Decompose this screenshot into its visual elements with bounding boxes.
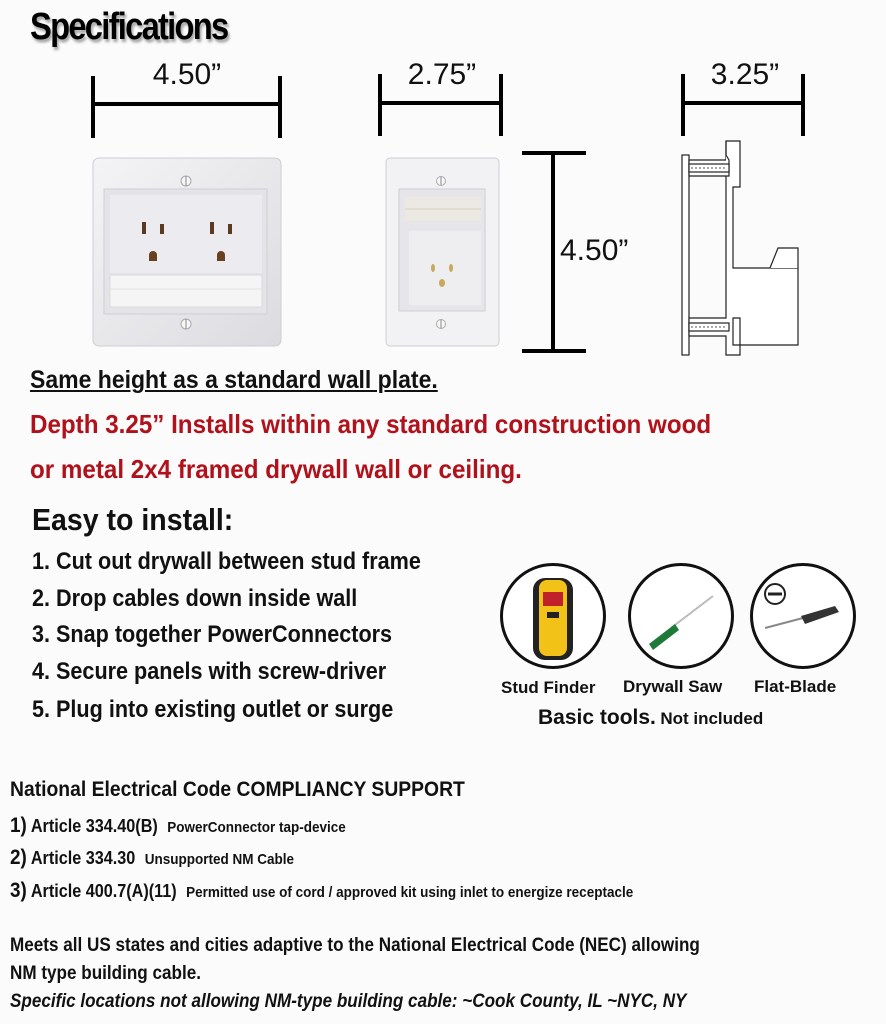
tools-caption	[538, 706, 763, 730]
nec-article	[10, 879, 633, 903]
height-note: Same height as a standard wall plate.	[30, 366, 438, 394]
footer-exceptions: Specific locations not allowing NM-type building cable: ~Cook County, IL ~NYC, NY	[10, 991, 687, 1012]
nec-article	[10, 814, 346, 838]
height-label: 4.50”	[560, 234, 629, 267]
dimension-line	[91, 102, 282, 106]
depth-note-line2: or metal 2x4 framed drywall wall or ceiling.	[30, 454, 522, 484]
article-code: Article 334.40(B)	[30, 816, 158, 836]
article-description: PowerConnector tap-device	[167, 819, 346, 836]
double-width-label: 4.50”	[152, 58, 222, 91]
install-step: 2. Drop cables down inside wall	[32, 585, 358, 612]
footer-line2: NM type building cable.	[10, 963, 201, 984]
article-number: 2)	[10, 846, 27, 869]
depth-label: 3.25”	[710, 58, 780, 91]
dimension-tick	[378, 74, 382, 136]
flat-blade-screwdriver-icon	[750, 563, 856, 669]
dimension-line	[378, 101, 503, 105]
side-profile-image	[680, 140, 805, 360]
depth-note-line1: Depth 3.25” Installs within any standard construction wood	[30, 409, 712, 439]
article-description: Permitted use of cord / approved kit using inlet to energize receptacle	[186, 884, 634, 901]
install-step: 5. Plug into existing outlet or surge	[32, 696, 394, 723]
stud-finder-icon	[500, 563, 606, 669]
install-title: Easy to install:	[32, 502, 234, 537]
tool-label-stud-finder: Stud Finder	[501, 678, 596, 697]
nec-article	[10, 846, 294, 870]
article-code: Article 334.30	[30, 848, 136, 868]
page-title: Specifications	[30, 6, 228, 48]
tool-label-flat-blade: Flat-Blade	[754, 677, 837, 696]
install-step: 1. Cut out drywall between stud frame	[32, 548, 421, 575]
dimension-line	[551, 151, 555, 353]
article-description: Unsupported NM Cable	[144, 851, 294, 868]
drywall-saw-icon	[628, 563, 734, 669]
double-plate-image	[92, 157, 282, 347]
dimension-tick	[278, 76, 282, 138]
dimension-tick	[91, 76, 95, 138]
dimension-line	[681, 101, 805, 105]
dimension-tick	[681, 74, 685, 136]
footer-line1: Meets all US states and cities adaptive to the National Electrical Code (NEC) allowing	[10, 935, 700, 956]
article-number: 1)	[10, 814, 27, 837]
install-step: 4. Secure panels with screw-driver	[32, 658, 387, 685]
tool-label-drywall-saw: Drywall Saw	[623, 677, 723, 696]
article-code: Article 400.7(A)(11)	[30, 881, 177, 901]
nec-title: National Electrical Code COMPLIANCY SUPPORT	[10, 778, 465, 801]
single-plate-image	[385, 157, 500, 347]
dimension-tick	[499, 74, 503, 136]
article-number: 3)	[10, 879, 27, 902]
install-step: 3. Snap together PowerConnectors	[32, 621, 393, 648]
single-width-label: 2.75”	[407, 58, 477, 91]
tools-caption-main: Basic tools.	[538, 706, 656, 729]
dimension-tick	[801, 74, 805, 136]
tools-caption-sub: Not included	[660, 709, 764, 728]
